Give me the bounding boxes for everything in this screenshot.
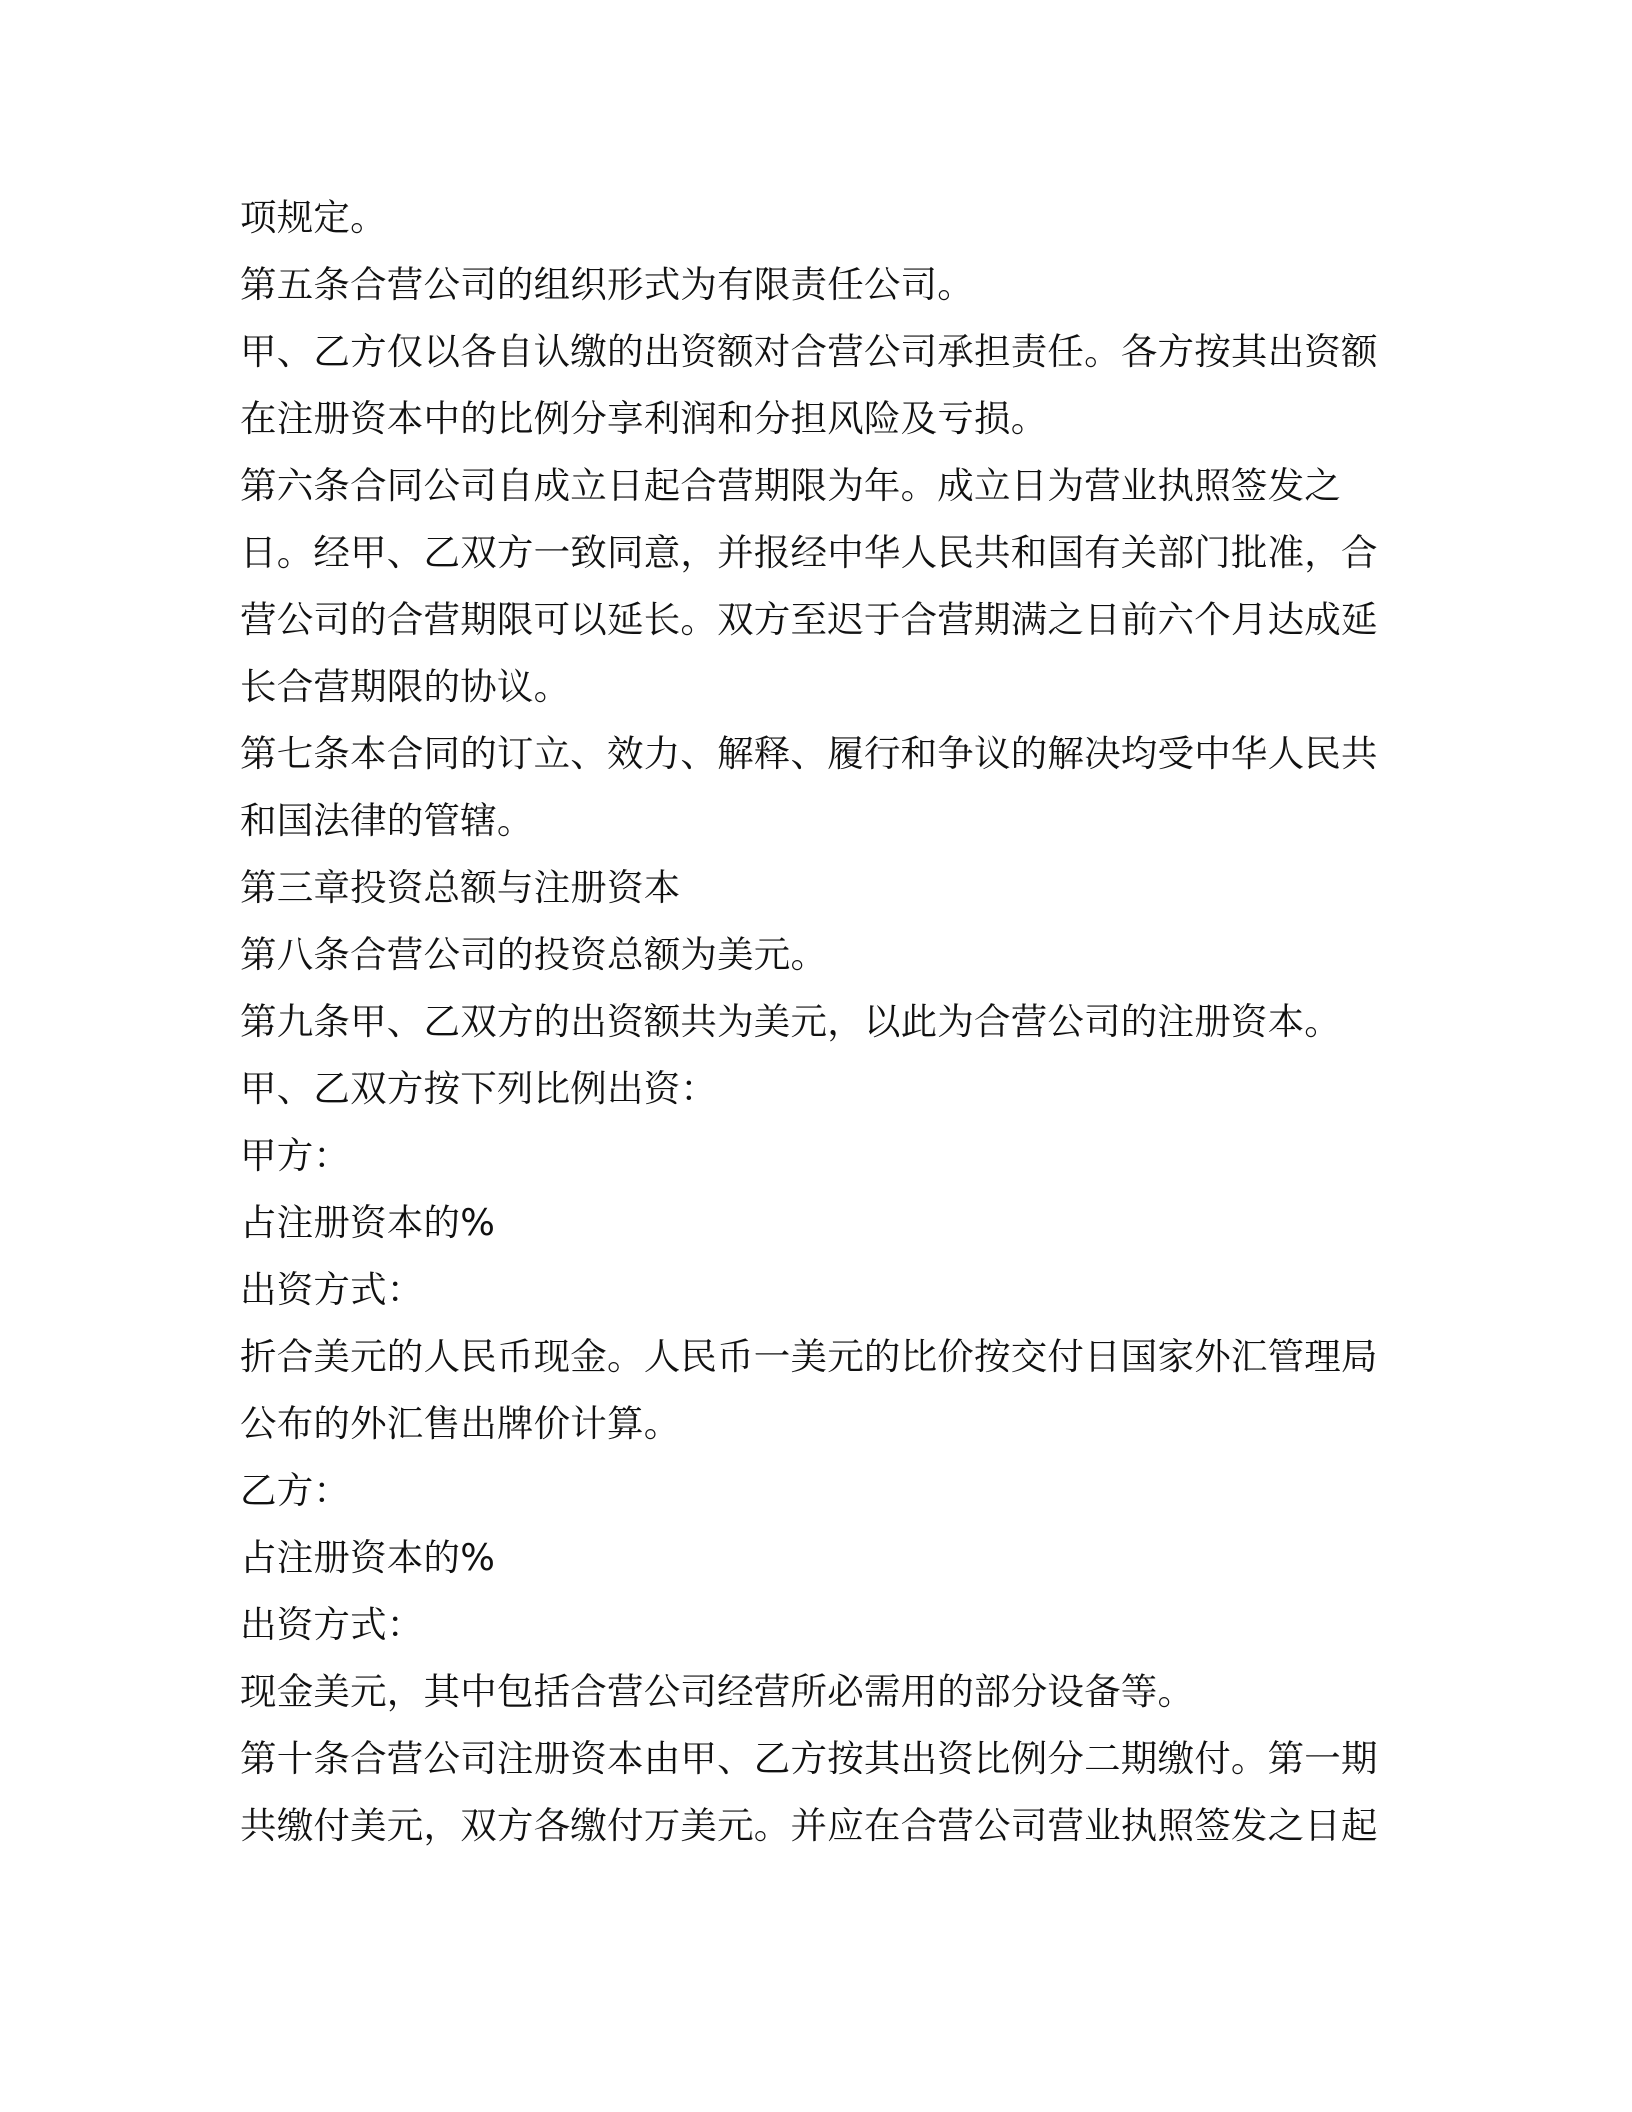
text-line: 甲、乙方仅以各自认缴的出资额对合营公司承担责任。各方按其出资额 — [240, 330, 1378, 373]
text-line: 第八条合营公司的投资总额为美元。 — [240, 933, 828, 976]
text-line: 第九条甲、乙双方的出资额共为美元，以此为合营公司的注册资本。 — [240, 1000, 1341, 1043]
text-line: 第十条合营公司注册资本由甲、乙方按其出资比例分二期缴付。第一期 — [240, 1737, 1378, 1780]
text-line: 占注册资本的% — [240, 1201, 496, 1244]
text-line: 共缴付美元，双方各缴付万美元。并应在合营公司营业执照签发之日起 — [240, 1804, 1378, 1847]
text-line: 日。经甲、乙双方一致同意，并报经中华人民共和国有关部门批准，合 — [240, 531, 1378, 574]
text-line: 出资方式： — [240, 1603, 424, 1646]
text-line: 项规定。 — [240, 196, 387, 239]
text-line: 甲方： — [240, 1134, 351, 1177]
text-line: 第六条合同公司自成立日起合营期限为年。成立日为营业执照签发之 — [240, 464, 1341, 507]
text-line: 营公司的合营期限可以延长。双方至迟于合营期满之日前六个月达成延 — [240, 598, 1378, 641]
text-line: 公布的外汇售出牌价计算。 — [240, 1402, 681, 1445]
text-line: 在注册资本中的比例分享利润和分担风险及亏损。 — [240, 397, 1048, 440]
text-line: 出资方式： — [240, 1268, 424, 1311]
text-line: 占注册资本的% — [240, 1536, 496, 1579]
text-line: 第五条合营公司的组织形式为有限责任公司。 — [240, 263, 974, 306]
text-line: 长合营期限的协议。 — [240, 665, 571, 708]
text-line: 和国法律的管辖。 — [240, 799, 534, 842]
text-line: 折合美元的人民币现金。人民币一美元的比价按交付日国家外汇管理局 — [240, 1335, 1378, 1378]
text-line: 甲、乙双方按下列比例出资： — [240, 1067, 718, 1110]
text-line: 乙方： — [240, 1469, 351, 1512]
text-line: 现金美元，其中包括合营公司经营所必需用的部分设备等。 — [240, 1670, 1195, 1713]
chapter-heading: 第三章投资总额与注册资本 — [240, 866, 681, 909]
text-line: 第七条本合同的订立、效力、解释、履行和争议的解决均受中华人民共 — [240, 732, 1378, 775]
document-body — [240, 184, 1400, 1859]
